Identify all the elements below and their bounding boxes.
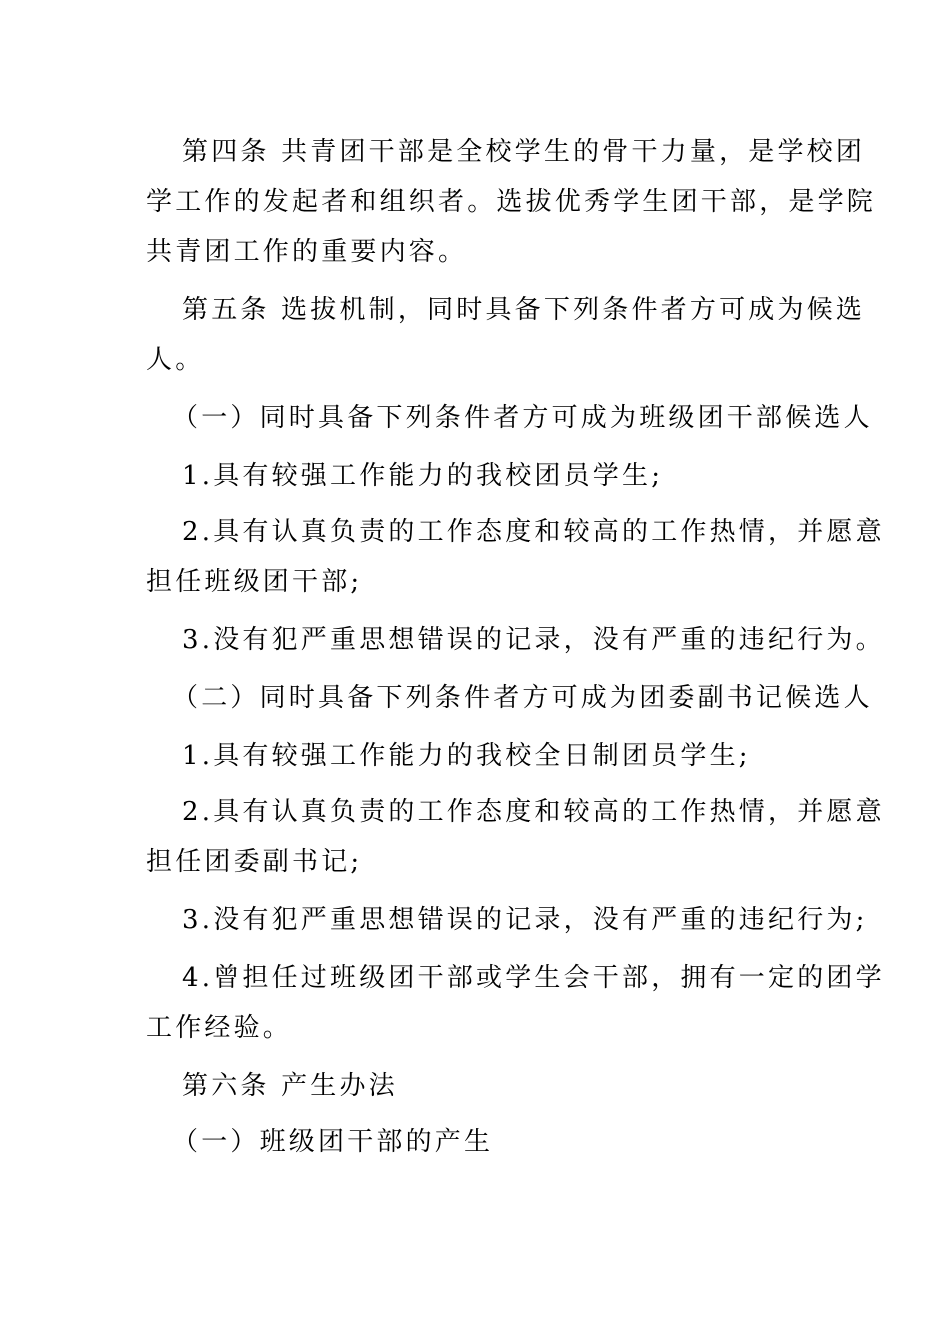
section-5-2-item-1: 1.具有较强工作能力的我校全日制团员学生; xyxy=(182,741,751,771)
section-5-2-item-4-line-2: 工作经验。 xyxy=(146,1013,293,1043)
article-6-heading: 第六条 产生办法 xyxy=(182,1071,398,1101)
section-5-1-item-3: 3.没有犯严重思想错误的记录，没有严重的违纪行为。 xyxy=(182,625,885,655)
article-5-line-2: 人。 xyxy=(146,345,205,375)
section-5-2-item-2-line-2: 担任团委副书记; xyxy=(146,847,363,877)
article-5-line-1: 第五条 选拔机制，同时具备下列条件者方可成为候选 xyxy=(182,295,866,325)
section-5-2-heading: （二）同时具备下列条件者方可成为团委副书记候选人 xyxy=(172,683,873,713)
section-5-1-item-2-line-1: 2.具有认真负责的工作态度和较高的工作热情，并愿意 xyxy=(182,517,885,547)
article-4-line-1: 第四条 共青团干部是全校学生的骨干力量，是学校团 xyxy=(182,137,866,167)
article-4-line-3: 共青团工作的重要内容。 xyxy=(146,237,468,267)
section-5-2-item-4-line-1: 4.曾担任过班级团干部或学生会干部，拥有一定的团学 xyxy=(182,963,885,993)
section-5-1-item-1: 1.具有较强工作能力的我校团员学生; xyxy=(182,461,664,491)
section-5-1-heading: （一）同时具备下列条件者方可成为班级团干部候选人 xyxy=(172,403,873,433)
article-4-line-2: 学工作的发起者和组织者。选拔优秀学生团干部，是学院 xyxy=(146,187,877,217)
section-5-2-item-3: 3.没有犯严重思想错误的记录，没有严重的违纪行为; xyxy=(182,905,868,935)
section-5-2-item-2-line-1: 2.具有认真负责的工作态度和较高的工作热情，并愿意 xyxy=(182,797,885,827)
section-6-1-heading: （一）班级团干部的产生 xyxy=(172,1127,494,1157)
section-5-1-item-2-line-2: 担任班级团干部; xyxy=(146,567,363,597)
